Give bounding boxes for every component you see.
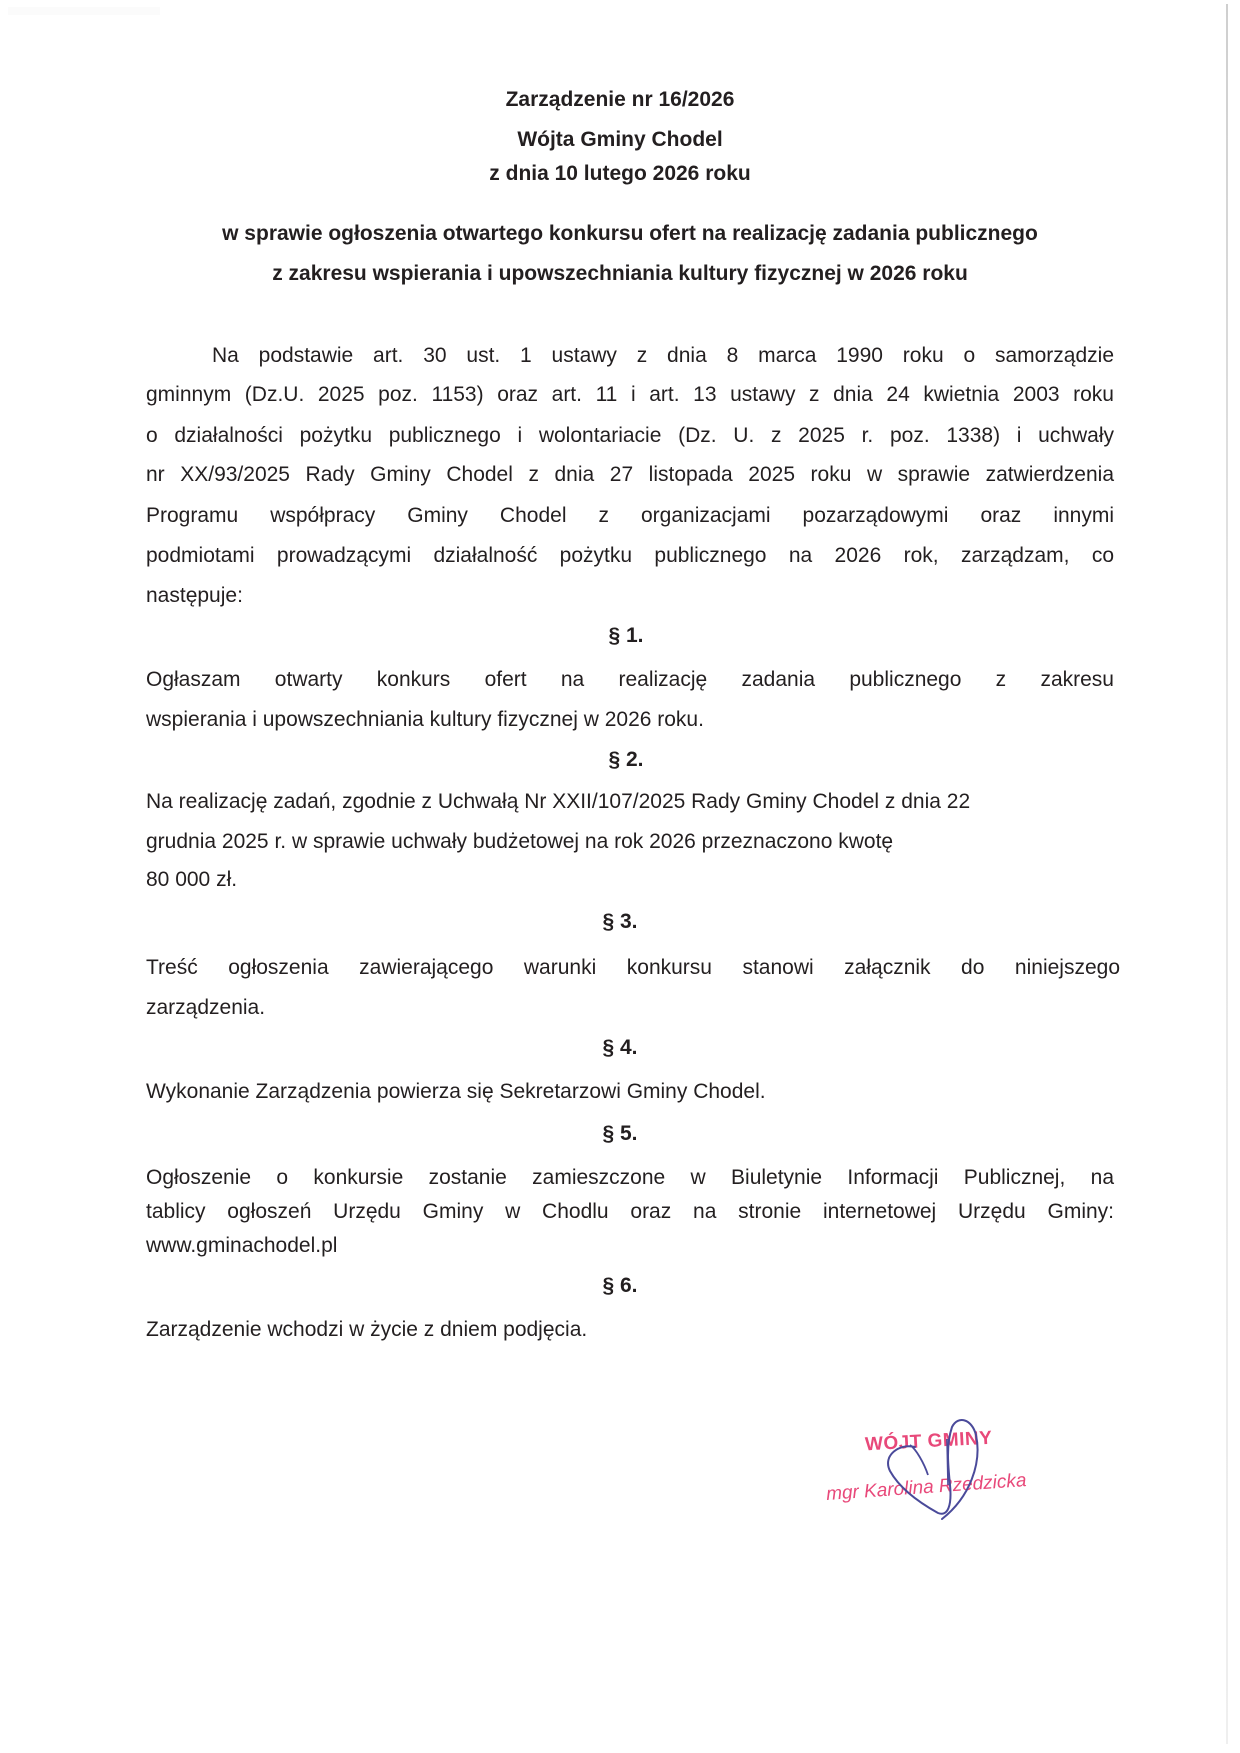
section-title: § 4. <box>602 1036 638 1059</box>
subject-line: z zakresu wspierania i upowszechniania kultury fizycznej w 2026 roku <box>272 262 968 285</box>
preamble-line: następuje: <box>146 584 243 607</box>
preamble-line: gminnym (Dz.U. 2025 poz. 1153) oraz art. 11 i art. 13 ustawy z dnia 24 kwietnia 2003 roku <box>146 383 1114 406</box>
section-line: Treść ogłoszenia zawierającego warunki konkursu stanowi załącznik do niniejszego <box>146 956 1120 979</box>
stamp-name: mgr Karolina Rzedzicka <box>825 1470 1028 1505</box>
document-date: z dnia 10 lutego 2026 roku <box>489 162 751 185</box>
section-title: § 1. <box>608 624 644 647</box>
section-line: wspierania i upowszechniania kultury fizycznej w 2026 roku. <box>146 708 704 731</box>
section-title: § 3. <box>602 910 638 933</box>
section-line: zarządzenia. <box>146 996 266 1019</box>
preamble-line: nr XX/93/2025 Rady Gminy Chodel z dnia 27 listopada 2025 roku w sprawie zatwierdzenia <box>146 463 1114 486</box>
preamble-line: o działalności pożytku publicznego i wolontariacie (Dz. U. z 2025 r. poz. 1338) i uchwały <box>146 424 1114 447</box>
subject-line: w sprawie ogłoszenia otwartego konkursu ofert na realizację zadania publicznego <box>222 222 1038 245</box>
section-title: § 2. <box>608 748 644 771</box>
signature-stamp <box>820 1405 1080 1535</box>
stamp-title: WÓJT GMINY <box>864 1427 993 1456</box>
website-link: www.gminachodel.pl <box>146 1234 338 1257</box>
section-line: Wykonanie Zarządzenia powierza się Sekretarzowi Gminy Chodel. <box>146 1080 766 1103</box>
section-title: § 6. <box>602 1274 638 1297</box>
section-line: grudnia 2025 r. w sprawie uchwały budżetowej na rok 2026 przeznaczono kwotę <box>146 830 894 853</box>
scan-artifact-top <box>8 7 160 15</box>
preamble-line: podmiotami prowadzącymi działalność pożytku publicznego na 2026 rok, zarządzam, co <box>146 544 1114 567</box>
section-line: tablicy ogłoszeń Urzędu Gminy w Chodlu oraz na stronie internetowej Urzędu Gminy: <box>146 1200 1114 1223</box>
section-line: Na realizację zadań, zgodnie z Uchwałą Nr XXII/107/2025 Rady Gminy Chodel z dnia 22 <box>146 790 971 813</box>
handwritten-signature-icon <box>820 1405 1080 1535</box>
section-line: Zarządzenie wchodzi w życie z dniem podjęcia. <box>146 1318 588 1341</box>
document-issuer: Wójta Gminy Chodel <box>517 128 723 151</box>
preamble-line: Na podstawie art. 30 ust. 1 ustawy z dnia 8 marca 1990 roku o samorządzie <box>212 344 1114 367</box>
document-title: Zarządzenie nr 16/2026 <box>505 88 735 111</box>
section-line: Ogłoszenie o konkursie zostanie zamieszczone w Biuletynie Informacji Publicznej, na <box>146 1166 1114 1189</box>
preamble-line: Programu współpracy Gminy Chodel z organizacjami pozarządowymi oraz innymi <box>146 504 1114 527</box>
section-title: § 5. <box>602 1122 638 1145</box>
budget-amount: 80 000 zł. <box>146 868 238 891</box>
section-line: Ogłaszam otwarty konkurs ofert na realizację zadania publicznego z zakresu <box>146 668 1114 691</box>
